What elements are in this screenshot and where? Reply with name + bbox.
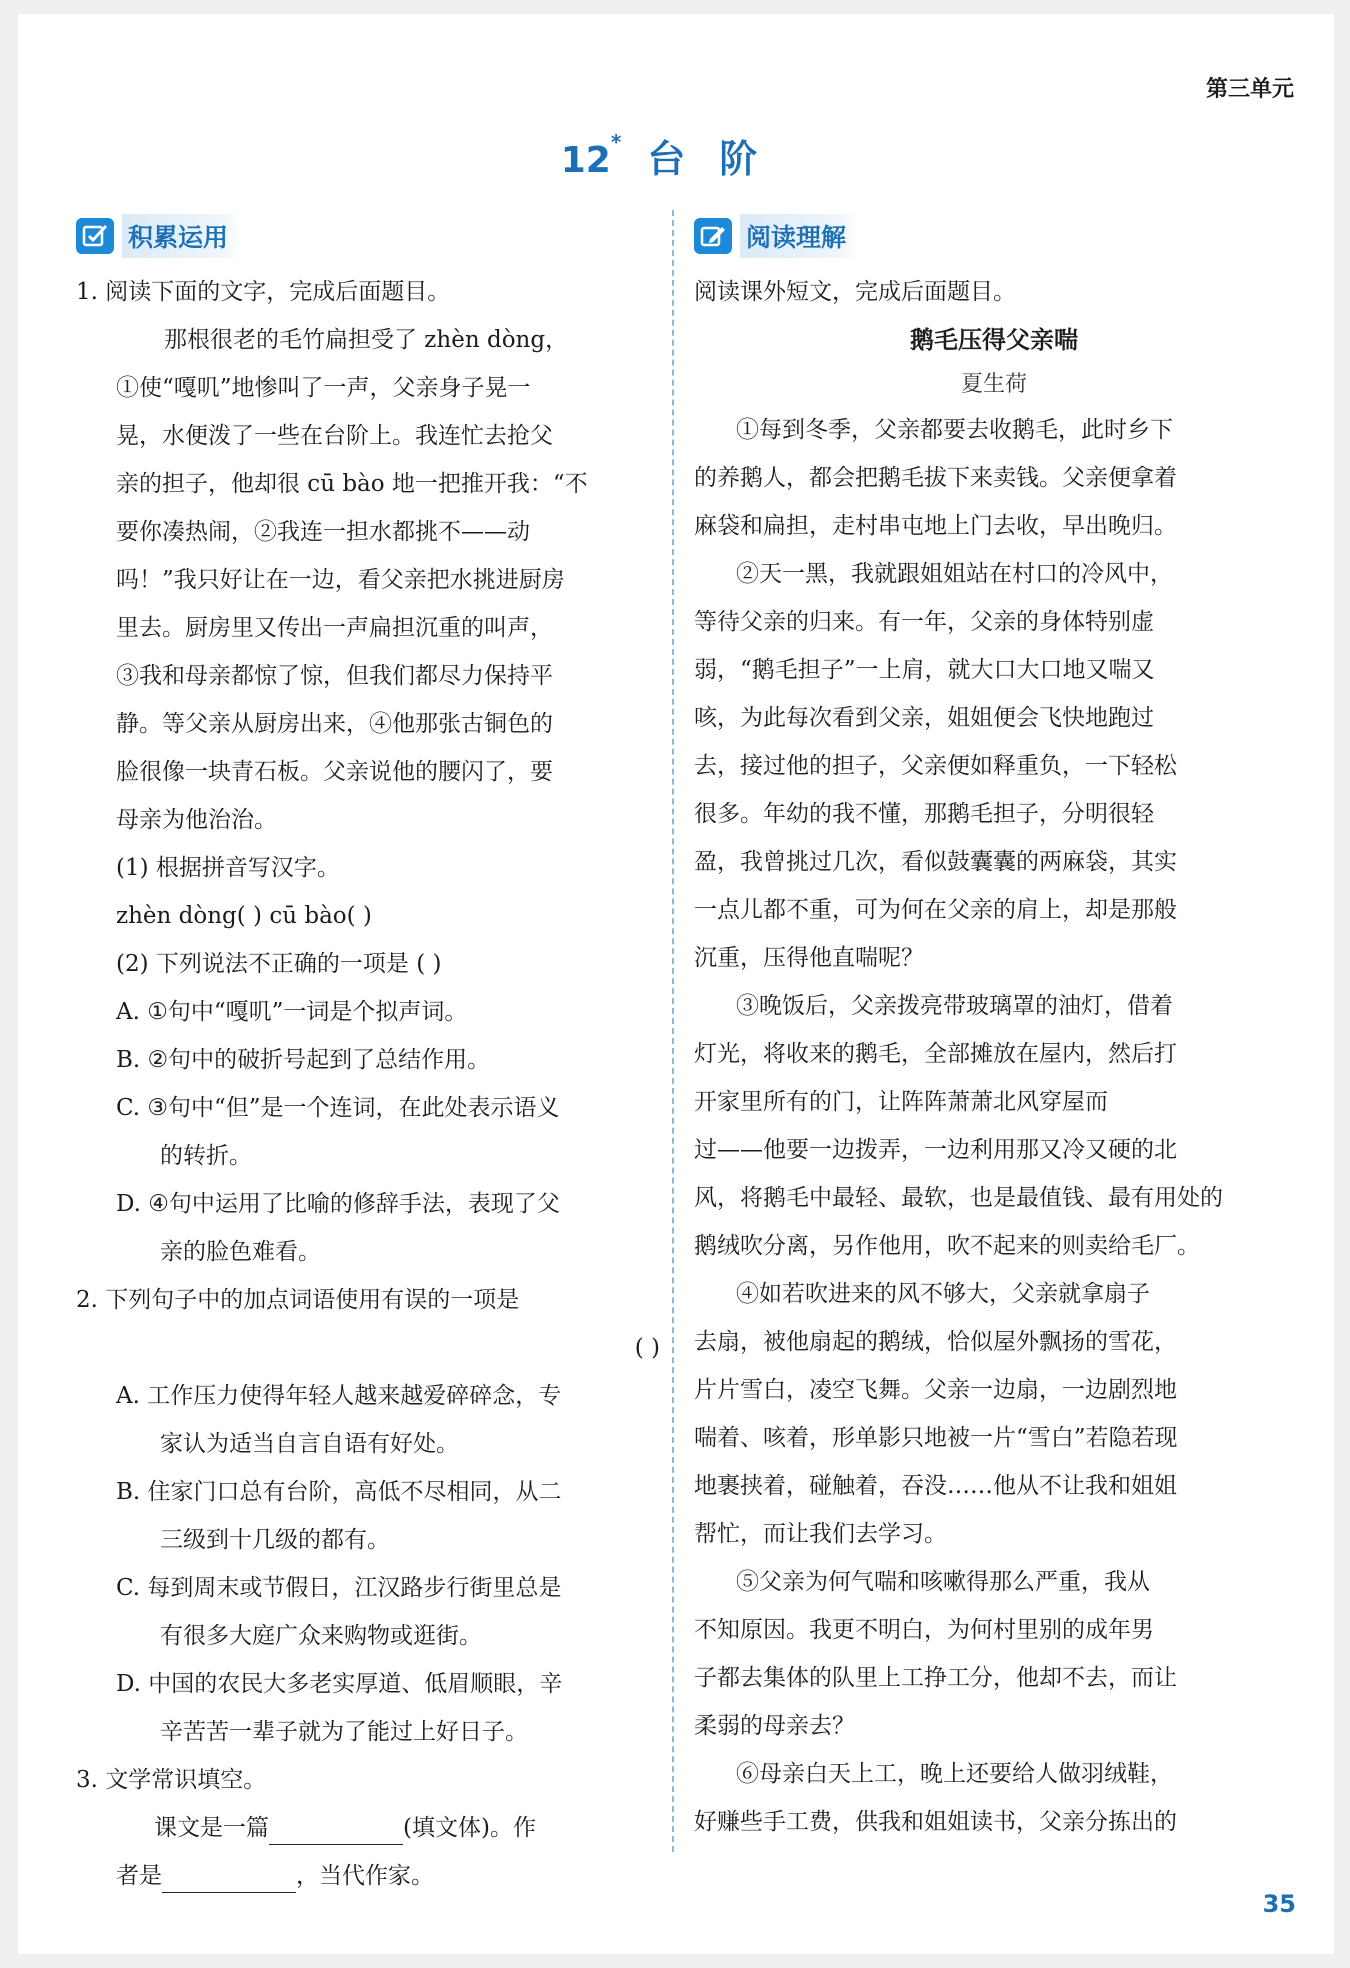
section-header-reading (694, 214, 1294, 258)
left-line: 的转折。 (160, 1143, 252, 1169)
right-line: 麻袋和扁担，走村串屯地上门去收，早出晚归。 (694, 513, 1177, 539)
q3-text-a: 课文是一篇 (154, 1815, 269, 1841)
left-line: A. 工作压力使得年轻人越来越爱碎碎念，专 (116, 1383, 562, 1409)
left-line: 辛苦苦一辈子就为了能过上好日子。 (160, 1719, 528, 1745)
right-line: 弱，“鹅毛担子”一上肩，就大口大口地又喘又 (694, 657, 1155, 683)
right-line: 地裹挟着，碰触着，吞没……他从不让我和姐姐 (694, 1473, 1177, 1499)
left-line: D. 中国的农民大多老实厚道、低眉顺眼，辛 (116, 1671, 563, 1697)
right-line: 鹅绒吹分离，另作他用，吹不起来的则卖给毛厂。 (694, 1233, 1200, 1259)
left-line: 2. 下列句子中的加点词语使用有误的一项是 (76, 1287, 520, 1313)
q3-text-b: (填文体)。作 (403, 1815, 536, 1841)
lesson-name: 台阶 (647, 137, 792, 181)
right-line: 咳，为此每次看到父亲，姐姐便会飞快地跑过 (694, 705, 1154, 731)
left-line: (1) 根据拼音写汉字。 (116, 855, 340, 881)
left-line: B. 住家门口总有台阶，高低不尽相同，从二 (116, 1479, 562, 1505)
left-line: 有很多大庭广众来购物或逛街。 (160, 1623, 482, 1649)
pencil-edit-icon (694, 218, 732, 254)
right-line: 等待父亲的归来。有一年，父亲的身体特别虚 (694, 609, 1154, 635)
lesson-title (18, 128, 1334, 183)
left-line: D. ④句中运用了比喻的修辞手法，表现了父 (116, 1191, 560, 1217)
section-header-accumulate (76, 214, 660, 258)
right-line: 片片雪白，凌空飞舞。父亲一边扇，一边剧烈地 (694, 1377, 1177, 1403)
right-line: 一点儿都不重，可为何在父亲的肩上，却是那般 (694, 897, 1177, 923)
optional-star: * (610, 130, 622, 154)
right-line: 很多。年幼的我不懂，那鹅毛担子，分明很轻 (694, 801, 1154, 827)
left-line: 3. 文学常识填空。 (76, 1767, 267, 1793)
right-line: ②天一黑，我就跟姐姐站在村口的冷风中， (736, 561, 1173, 587)
left-line: 里去。厨房里又传出一声扁担沉重的叫声， (116, 615, 553, 641)
right-line: 好赚些手工费，供我和姐姐读书，父亲分拣出的 (694, 1809, 1177, 1835)
right-line: ⑥母亲白天上工，晚上还要给人做羽绒鞋， (736, 1761, 1173, 1787)
right-line: 盈，我曾挑过几次，看似鼓囊囊的两麻袋，其实 (694, 849, 1177, 875)
right-line: 去扇，被他扇起的鹅绒，恰似屋外飘扬的雪花， (694, 1329, 1177, 1355)
left-line: 晃，水便泼了一些在台阶上。我连忙去抢父 (116, 423, 553, 449)
left-line: ③我和母亲都惊了惊，但我们都尽力保持平 (116, 663, 553, 689)
right-line: 的养鹅人，都会把鹅毛拔下来卖钱。父亲便拿着 (694, 465, 1177, 491)
q3-text-d: ，当代作家。 (296, 1863, 434, 1889)
article-title: 鹅毛压得父亲喘 (910, 326, 1078, 354)
left-column (76, 214, 660, 1900)
q3-line-1 (76, 1804, 660, 1852)
unit-label: 第三单元 (1205, 77, 1294, 102)
article-author: 夏生荷 (960, 372, 1027, 397)
left-line: 1. 阅读下面的文字，完成后面题目。 (76, 279, 451, 305)
right-line: 风，将鹅毛中最轻、最软，也是最值钱、最有用处的 (694, 1185, 1223, 1211)
left-line: 亲的脸色难看。 (160, 1239, 321, 1265)
right-line: 子都去集体的队里上工挣工分，他却不去，而让 (694, 1665, 1177, 1691)
left-line: 静。等父亲从厨房出来，④他那张古铜色的 (116, 711, 553, 737)
left-line: A. ①句中“嘎叽”一词是个拟声词。 (116, 999, 468, 1025)
reading-intro: 阅读课外短文，完成后面题目。 (694, 279, 1016, 305)
right-line: 帮忙，而让我们去学习。 (694, 1521, 947, 1547)
left-line: 要你凑热闹，②我连一担水都挑不——动 (116, 519, 530, 545)
right-line: 去，接过他的担子，父亲便如释重负，一下轻松 (694, 753, 1177, 779)
left-line: 三级到十几级的都有。 (160, 1527, 390, 1553)
left-line: C. ③句中“但”是一个连词，在此处表示语义 (116, 1095, 560, 1121)
answer-blank[interactable] (269, 1813, 403, 1845)
left-line: 吗！”我只好让在一边，看父亲把水挑进厨房 (116, 567, 565, 593)
q3-text-c: 者是 (116, 1863, 162, 1889)
q3-line-2 (76, 1852, 660, 1900)
answer-blank[interactable] (162, 1861, 296, 1893)
left-lines (76, 268, 660, 1804)
left-line: 脸很像一块青石板。父亲说他的腰闪了，要 (116, 759, 553, 785)
left-line: 家认为适当自言自语有好处。 (160, 1431, 459, 1457)
right-column (694, 214, 1294, 1846)
right-line: ⑤父亲为何气喘和咳嗽得那么严重，我从 (736, 1569, 1150, 1595)
left-line: (2) 下列说法不正确的一项是 ( ) (116, 951, 442, 977)
lesson-number: 12 (560, 140, 611, 181)
left-line: 亲的担子，他却很 cū bào 地一把推开我：“不 (116, 471, 588, 497)
left-line: ( ) (634, 1335, 660, 1361)
left-line: zhèn dòng( ) cū bào( ) (116, 903, 372, 929)
right-line: 灯光，将收来的鹅毛，全部摊放在屋内，然后打 (694, 1041, 1177, 1067)
right-line: 柔弱的母亲去？ (694, 1713, 855, 1739)
workbook-page (18, 14, 1334, 1954)
right-line: ①每到冬季，父亲都要去收鹅毛，此时乡下 (736, 417, 1173, 443)
left-line: C. 每到周末或节假日，江汉路步行街里总是 (116, 1575, 562, 1601)
section-title: 积累运用 (122, 214, 242, 258)
right-line: ③晚饭后，父亲拨亮带玻璃罩的油灯，借着 (736, 993, 1173, 1019)
right-line: 不知原因。我更不明白，为何村里别的成年男 (694, 1617, 1154, 1643)
left-line: 母亲为他治治。 (116, 807, 277, 833)
right-line: 沉重，压得他直喘呢？ (694, 945, 924, 971)
section-title: 阅读理解 (740, 214, 860, 258)
right-line: 开家里所有的门，让阵阵萧萧北风穿屋而 (694, 1089, 1108, 1115)
right-lines (694, 406, 1294, 1846)
left-line: 那根很老的毛竹扁担受了 zhèn dòng， (164, 327, 569, 353)
right-line: ④如若吹进来的风不够大，父亲就拿扇子 (736, 1281, 1150, 1307)
left-line: B. ②句中的破折号起到了总结作用。 (116, 1047, 491, 1073)
column-divider (672, 210, 674, 1852)
page-number: 35 (1262, 1890, 1296, 1918)
right-line: 过——他要一边拨弄，一边利用那又冷又硬的北 (694, 1137, 1177, 1163)
right-line: 喘着、咳着，形单影只地被一片“雪白”若隐若现 (694, 1425, 1178, 1451)
checkbox-icon (76, 218, 114, 254)
left-line: ①使“嘎叽”地惨叫了一声，父亲身子晃一 (116, 375, 531, 401)
